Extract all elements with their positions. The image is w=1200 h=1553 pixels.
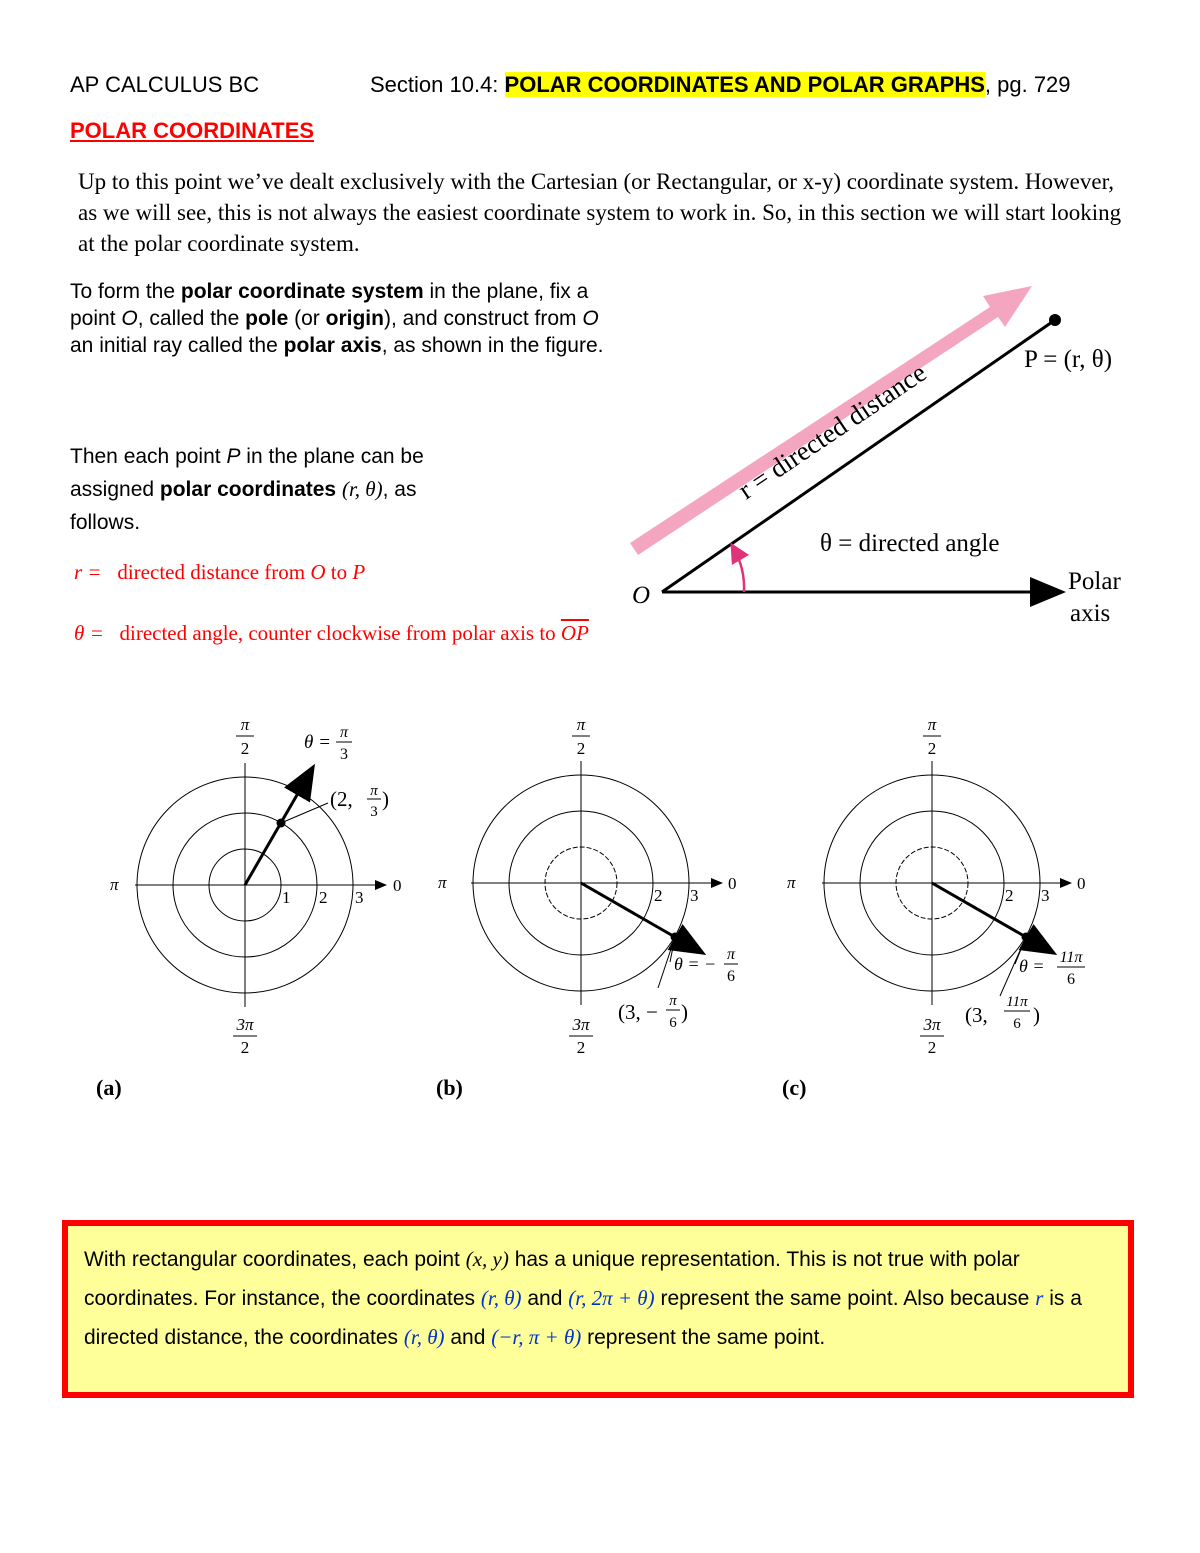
label-pi-over-2-den: 2 bbox=[240, 739, 250, 758]
label-pi-over-2-num: π bbox=[240, 715, 250, 734]
math-r: r bbox=[1035, 1286, 1044, 1310]
label-pi: π bbox=[110, 875, 119, 894]
math-r-theta: (r, θ) bbox=[480, 1286, 522, 1310]
label-pi-over-2-den: 2 bbox=[576, 739, 586, 758]
math-r-theta: (r, θ) bbox=[403, 1325, 445, 1349]
r-def-text: directed distance from bbox=[117, 560, 311, 584]
theta-definition bbox=[74, 621, 589, 646]
text-run: , as shown in the figure. bbox=[381, 334, 604, 357]
point-label-prefix: (2, bbox=[330, 787, 353, 811]
text-run: an initial ray called the bbox=[70, 334, 284, 357]
text-run: , called the bbox=[137, 307, 246, 330]
var-o: O bbox=[121, 307, 138, 330]
caption-c: (c) bbox=[782, 1075, 807, 1100]
text-run: represent the same point. Also because bbox=[660, 1287, 1036, 1310]
section-prefix: Section 10.4: bbox=[370, 72, 505, 97]
theta-label-num: π bbox=[726, 946, 736, 963]
page-title: POLAR COORDINATES bbox=[70, 118, 315, 143]
var-p: P bbox=[226, 445, 241, 468]
point-label-num: π bbox=[370, 783, 378, 799]
polar-coordinates-paragraph bbox=[70, 440, 490, 539]
note-text bbox=[84, 1240, 1114, 1357]
page-ref: , pg. 729 bbox=[984, 72, 1071, 97]
axis-label-polar: Polar bbox=[1068, 568, 1121, 595]
origin-label: O bbox=[632, 582, 651, 609]
ring-label: 2 bbox=[654, 886, 663, 905]
text-run: has a unique representation. This is not true with polar coordinates. For instance, the coordinates bbox=[84, 1248, 1020, 1310]
label-zero: 0 bbox=[728, 874, 737, 893]
term-polar-coordinates: polar coordinates bbox=[159, 478, 337, 501]
point-label-den: 3 bbox=[370, 804, 378, 820]
ring-label: 3 bbox=[690, 886, 699, 905]
text-run: represent the same point. bbox=[587, 1326, 826, 1349]
var-p: P bbox=[352, 560, 366, 584]
point-label-num: 11π bbox=[1006, 994, 1028, 1010]
section-title: POLAR COORDINATES AND POLAR GRAPHS bbox=[504, 72, 985, 97]
point-p bbox=[1049, 314, 1061, 326]
text-run: and bbox=[444, 1326, 492, 1349]
point-label-suffix: ) bbox=[1033, 1003, 1040, 1027]
label-3pi-over-2-den: 2 bbox=[240, 1038, 250, 1057]
course-title: AP CALCULUS BC bbox=[70, 72, 260, 97]
section-heading bbox=[370, 72, 1071, 98]
text-run: ), and construct from bbox=[383, 307, 583, 330]
note-box bbox=[62, 1220, 1134, 1398]
polar-system-paragraph bbox=[70, 278, 610, 359]
math-r-theta: (r, θ) bbox=[341, 477, 383, 501]
polar-graph-c bbox=[777, 700, 1117, 1100]
polar-diagram bbox=[620, 270, 1160, 640]
label-zero: 0 bbox=[1077, 874, 1086, 893]
theta-def-text: directed angle, counter clockwise from polar axis to bbox=[119, 621, 561, 645]
angle-ray bbox=[245, 769, 312, 885]
ring-label: 3 bbox=[355, 888, 364, 907]
distance-label: r = directed distance bbox=[732, 357, 932, 505]
r-definition bbox=[74, 560, 365, 585]
point-label-num: π bbox=[669, 993, 677, 1009]
theta-label-num: 11π bbox=[1059, 949, 1083, 966]
point-label-den: 6 bbox=[669, 1015, 677, 1031]
label-pi-over-2-den: 2 bbox=[927, 739, 937, 758]
point-leader bbox=[658, 937, 675, 988]
theta-label-prefix: θ = bbox=[304, 732, 331, 753]
polar-graph-a bbox=[90, 700, 430, 1100]
var-o: O bbox=[310, 560, 326, 584]
theta-label-prefix: θ = bbox=[1019, 956, 1045, 976]
label-3pi-over-2-num: 3π bbox=[923, 1015, 941, 1034]
math-r-2pi-theta: (r, 2π + θ) bbox=[568, 1286, 655, 1310]
text-run: to bbox=[325, 560, 353, 584]
theta-def-label: θ = bbox=[74, 621, 104, 645]
theta-label-den: 3 bbox=[340, 746, 348, 763]
term-origin: origin bbox=[325, 307, 384, 330]
caption-a: (a) bbox=[96, 1075, 122, 1100]
point-label: P = (r, θ) bbox=[1024, 346, 1113, 373]
label-3pi-over-2-num: 3π bbox=[236, 1015, 254, 1034]
angle-label: θ = directed angle bbox=[820, 530, 1000, 557]
angle-arc bbox=[733, 547, 744, 592]
label-pi: π bbox=[787, 873, 796, 892]
caption-b: (b) bbox=[436, 1075, 463, 1100]
label-3pi-over-2-den: 2 bbox=[576, 1038, 586, 1057]
polar-graph-b bbox=[428, 700, 768, 1100]
segment-op: $\overline{OP}$ bbox=[560, 621, 589, 645]
theta-label-prefix: θ = − bbox=[674, 954, 717, 974]
label-3pi-over-2-den: 2 bbox=[927, 1038, 937, 1057]
text-run: To form the bbox=[70, 280, 181, 303]
term-polar-coordinate-system: polar coordinate system bbox=[180, 280, 424, 303]
text-run: , as follows. bbox=[70, 478, 417, 534]
theta-label-num: π bbox=[339, 724, 349, 741]
term-polar-axis: polar axis bbox=[283, 334, 382, 357]
text-run: is a directed distance, the coordinates bbox=[84, 1287, 1082, 1349]
axis-label-axis: axis bbox=[1070, 600, 1111, 627]
term-pole: pole bbox=[245, 307, 289, 330]
math-x-y: (x, y) bbox=[465, 1247, 509, 1271]
theta-label-den: 6 bbox=[1067, 971, 1075, 988]
label-pi-over-2-num: π bbox=[576, 715, 586, 734]
var-o: O bbox=[582, 307, 599, 330]
ring-label: 2 bbox=[319, 888, 328, 907]
label-pi: π bbox=[438, 873, 447, 892]
label-pi-over-2-num: π bbox=[927, 715, 937, 734]
text-run: With rectangular coordinates, each point bbox=[84, 1248, 466, 1271]
label-zero: 0 bbox=[393, 876, 402, 895]
ring-label: 2 bbox=[1005, 886, 1014, 905]
text-run: and bbox=[521, 1287, 569, 1310]
text-run: Then each point bbox=[70, 445, 227, 468]
r-def-label: r = bbox=[74, 560, 102, 584]
point-label-prefix: (3, − bbox=[618, 1000, 658, 1024]
text-run: (or bbox=[288, 307, 326, 330]
point-label-prefix: (3, bbox=[965, 1003, 988, 1027]
math-neg-r-pi-theta: (−r, π + θ) bbox=[491, 1325, 582, 1349]
ring-label: 3 bbox=[1041, 886, 1050, 905]
intro-paragraph: Up to this point we’ve dealt exclusively with the Cartesian (or Rectangular, or x-y) coordinate system. However, as we will see, this is not always the easiest coordinate system to work in. So, in this section we will start looking at the polar coordinate system. bbox=[78, 169, 1122, 256]
label-3pi-over-2-num: 3π bbox=[572, 1015, 590, 1034]
text-run: in the plane, fix a point bbox=[70, 280, 589, 330]
point-label-suffix: ) bbox=[681, 1000, 688, 1024]
text-run: in the plane can be assigned bbox=[70, 445, 424, 501]
ring-label: 1 bbox=[282, 888, 291, 907]
point-label-den: 6 bbox=[1013, 1016, 1021, 1032]
theta-label-den: 6 bbox=[727, 968, 735, 985]
point-label-suffix: ) bbox=[382, 787, 389, 811]
